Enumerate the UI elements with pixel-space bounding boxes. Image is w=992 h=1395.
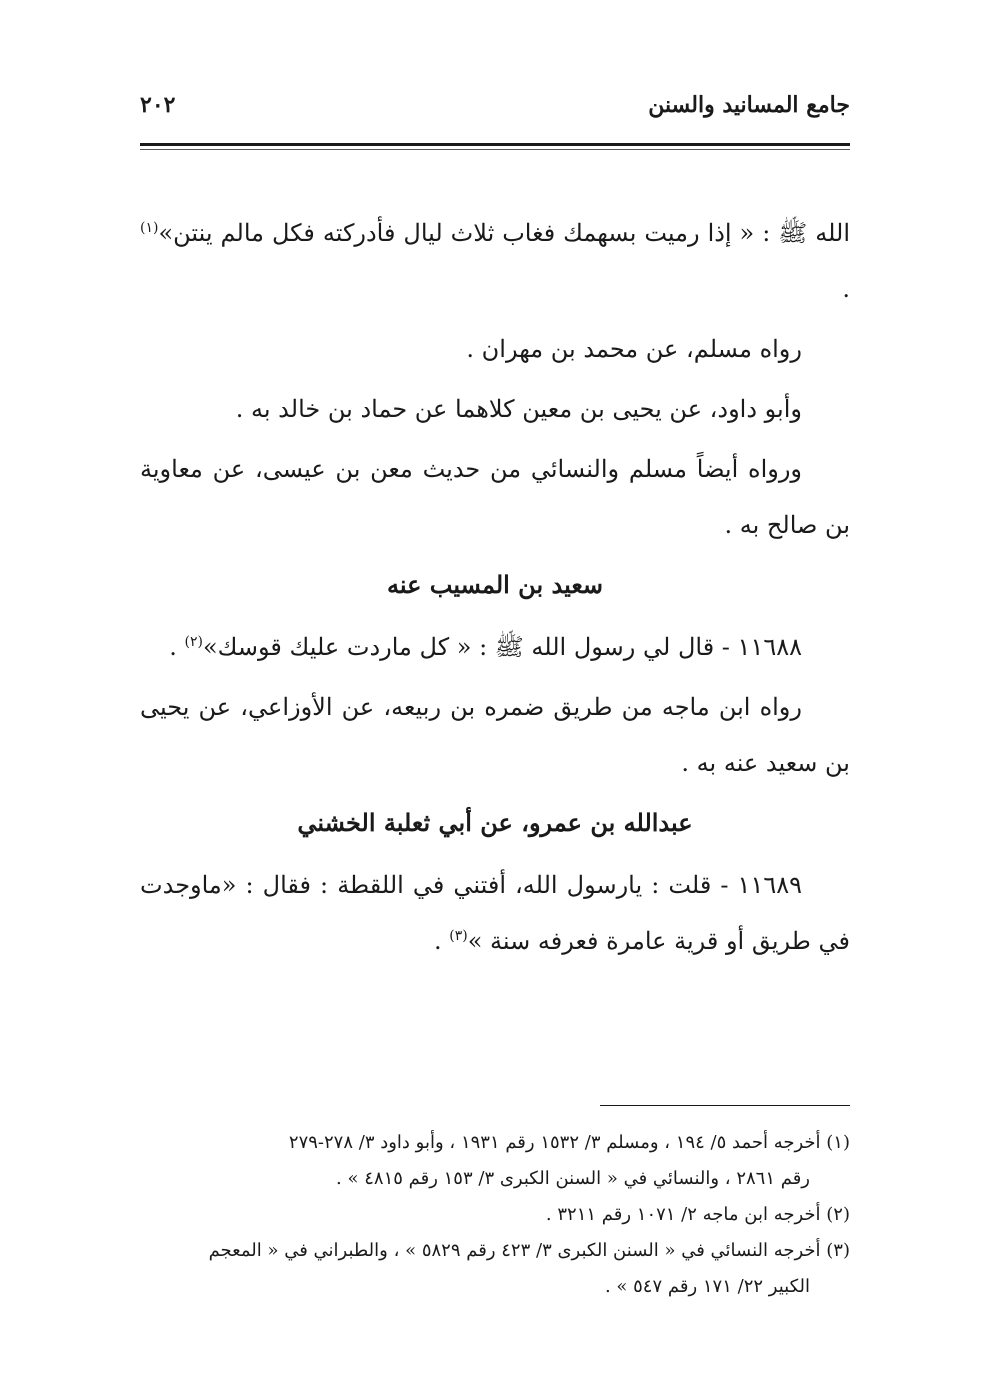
paragraph-text: ١١٦٨٨ - قال لي رسول الله ﷺ : « كل ماردت عليك قوسك» [202, 633, 802, 661]
paragraph-end: . [433, 927, 450, 955]
paragraph-narration-4: رواه ابن ماجه من طريق ضمره بن ربيعه، عن الأوزاعي، عن يحيى بن سعيد عنه به . [140, 693, 850, 777]
paragraph-hadith-continuation [140, 205, 850, 317]
footnote-rule [600, 1105, 850, 1106]
header-rule [140, 143, 850, 146]
main-text [140, 205, 850, 973]
paragraph-narration-3: ورواه أيضاً مسلم والنسائي من حديث معن بن عيسى، عن معاوية بن صالح به . [140, 455, 850, 539]
running-title: جامع المسانيد والسنن [648, 92, 850, 118]
footnote-ref-2: (٢) [184, 634, 203, 650]
footnote-ref-1: (١) [140, 220, 159, 236]
paragraph-text: ١١٦٨٩ - قلت : يارسول الله، أفتني في اللقطة : فقال : «ماوجدت في طريق أو قرية عامرة فعرفه سنة » [140, 871, 850, 955]
page-number: ٢٠٢ [140, 92, 176, 118]
paragraph-narration-2: وأبو داود، عن يحيى بن معين كلاهما عن حماد بن خالد به . [235, 395, 802, 423]
footnote-1-line-1: (١) أخرجه أحمد ٥/ ١٩٤ ، ومسلم ٣/ ١٥٣٢ رقم ١٩٣١ ، وأبو داود ٣/ ٢٧٨-٢٧٩ [288, 1132, 850, 1153]
paragraph-hadith-11688 [140, 619, 850, 675]
paragraph-end: . [842, 275, 850, 303]
paragraph-end: . [169, 633, 185, 661]
footnote-2: (٢) أخرجه ابن ماجه ٢/ ١٠٧١ رقم ٣٢١١ . [545, 1204, 850, 1225]
footnote-1-line-2: رقم ٢٨٦١ ، والنسائي في « السنن الكبرى ٣/ ١٥٣ رقم ٤٨١٥ » . [336, 1168, 810, 1189]
footnote-3-line-2: الكبير ٢٢/ ١٧١ رقم ٥٤٧ » . [604, 1276, 810, 1297]
section-heading-2: عبدالله بن عمرو، عن أبي ثعلبة الخشني [297, 808, 693, 837]
paragraph-narration-1: رواه مسلم، عن محمد بن مهران . [466, 335, 802, 363]
paragraph-hadith-11689 [140, 857, 850, 969]
footnotes [140, 1125, 850, 1305]
footnote-3-line-1: (٣) أخرجه النسائي في « السنن الكبرى ٣/ ٤٢٣ رقم ٥٨٢٩ » ، والطبراني في « المعجم [208, 1240, 850, 1261]
page-header [140, 92, 850, 136]
header-rule-thin [140, 149, 850, 150]
footnote-ref-3: (٣) [449, 928, 468, 944]
paragraph-text: الله ﷺ : « إذا رميت بسهمك فغاب ثلاث ليال فأدركته فكل مالم ينتن» [158, 219, 850, 247]
section-heading-1: سعيد بن المسيب عنه [386, 570, 604, 599]
